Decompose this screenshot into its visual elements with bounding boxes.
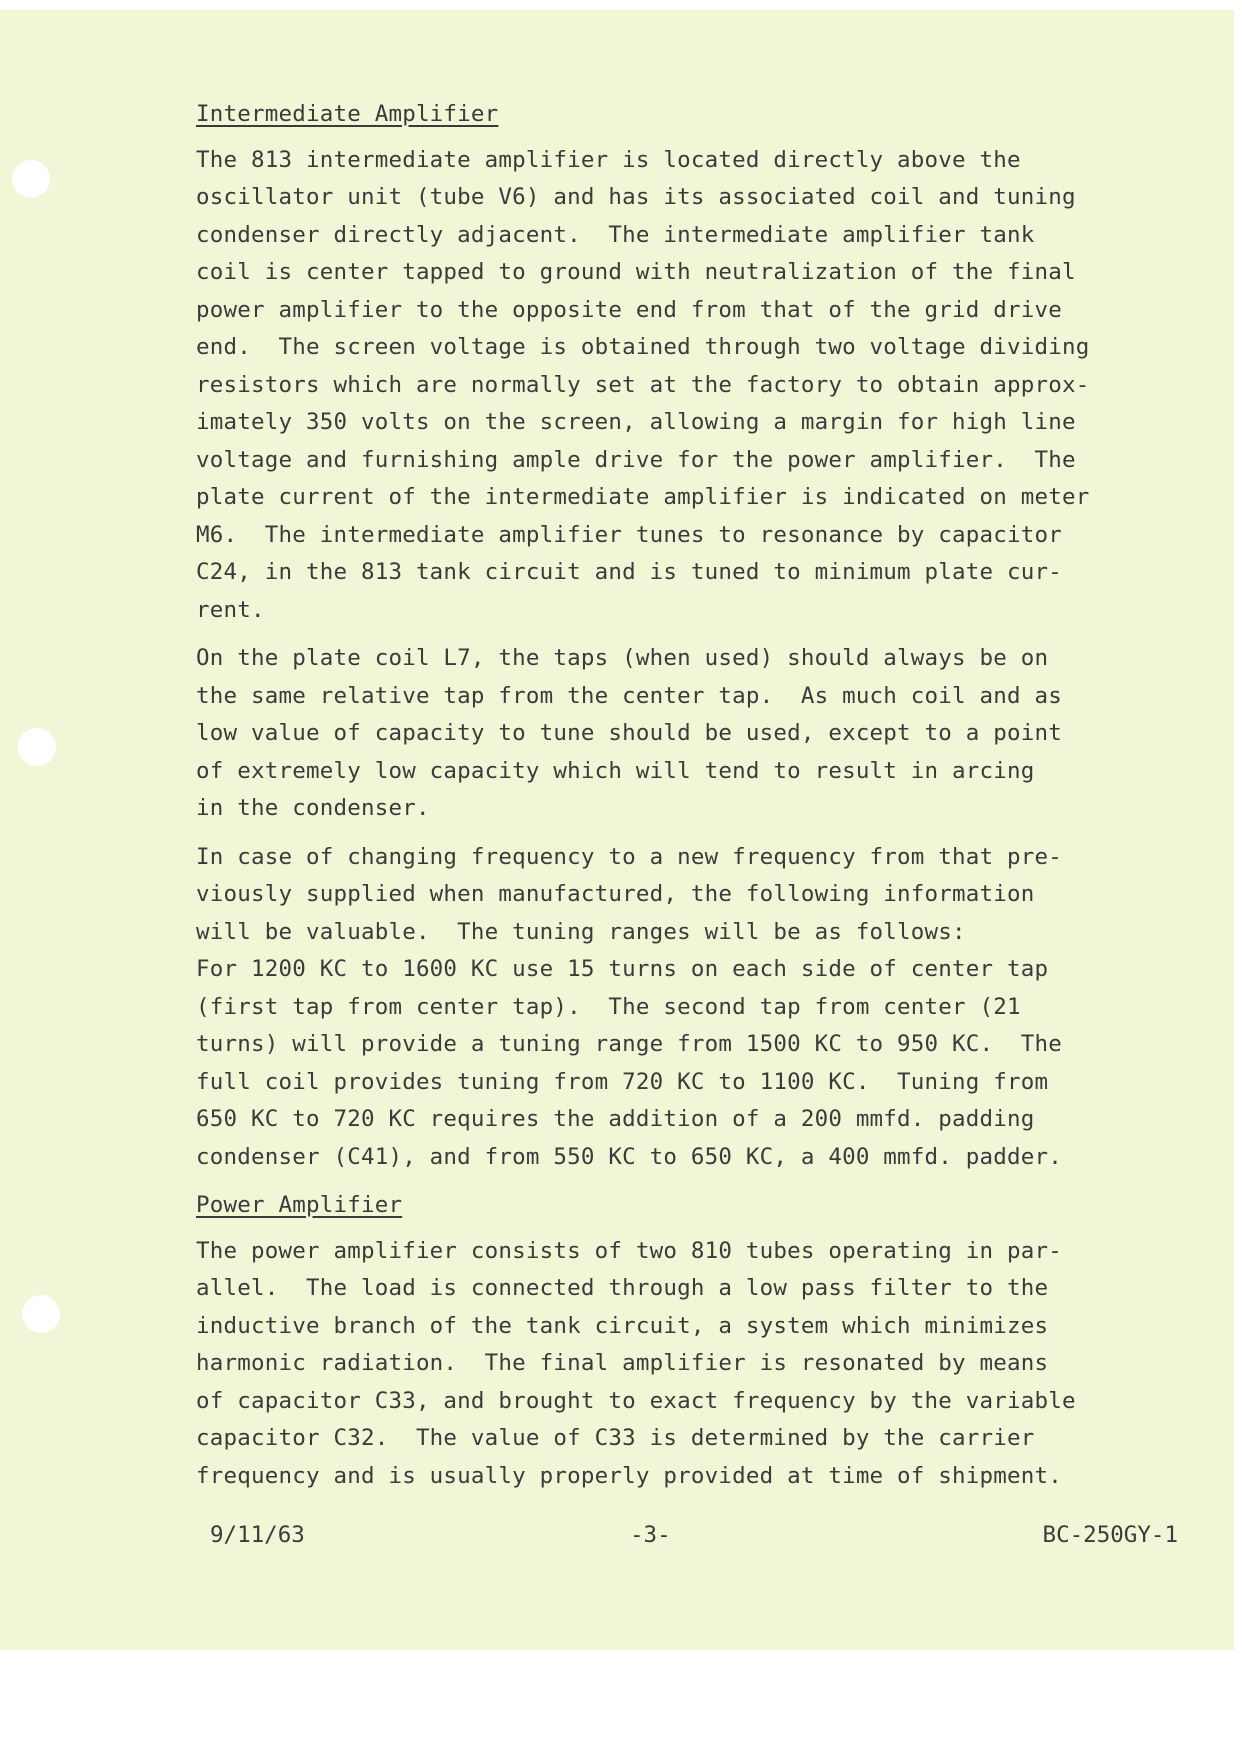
text-line: the same relative tap from the center tap. As much coil and as xyxy=(196,682,1063,709)
text-line: The 813 intermediate amplifier is located directly above the xyxy=(196,146,1021,173)
paragraph xyxy=(196,142,1206,630)
text-line: low value of capacity to tune should be used, except to a point xyxy=(196,720,1063,746)
text-line: of extremely low capacity which will tend to result in arcing xyxy=(196,757,1035,784)
text-line: power amplifier to the opposite end from that of the grid drive xyxy=(196,296,1063,323)
text-line: The power amplifier consists of two 810 tubes operating in par- xyxy=(196,1237,1063,1264)
text-line: full coil provides tuning from 720 KC to 1100 KC. Tuning from xyxy=(196,1068,1049,1095)
punch-hole-top xyxy=(12,160,50,198)
text-line: In case of changing frequency to a new frequency from that pre- xyxy=(196,843,1063,870)
text-line: allel. The load is connected through a low pass filter to the xyxy=(196,1275,1049,1301)
text-line: imately 350 volts on the screen, allowing a margin for high line xyxy=(196,409,1076,435)
text-line: voltage and furnishing ample drive for the power amplifier. The xyxy=(196,446,1076,473)
paragraph xyxy=(196,839,1206,1177)
text-line: plate current of the intermediate amplifier is indicated on meter xyxy=(196,484,1090,510)
text-line: viously supplied when manufactured, the following information xyxy=(196,881,1035,907)
text-line: 650 KC to 720 KC requires the addition of a 200 mmfd. padding xyxy=(196,1106,1035,1132)
text-line: rent. xyxy=(196,596,265,623)
footer-date: 9/11/63 xyxy=(210,1522,305,1548)
text-line: condenser directly adjacent. The intermediate amplifier tank xyxy=(196,221,1035,248)
text-line: will be valuable. The tuning ranges will be as follows: xyxy=(196,918,966,945)
text-line: end. The screen voltage is obtained through two voltage dividing xyxy=(196,334,1090,360)
text-line: condenser (C41), and from 550 KC to 650 KC, a 400 mmfd. padder. xyxy=(196,1143,1063,1170)
text-line: For 1200 KC to 1600 KC use 15 turns on each side of center tap xyxy=(196,956,1049,982)
section-heading: Intermediate Amplifier xyxy=(196,101,499,127)
text-line: turns) will provide a tuning range from 1500 KC to 950 KC. The xyxy=(196,1031,1063,1057)
text-line: in the condenser. xyxy=(196,795,430,821)
punch-hole-bottom xyxy=(22,1295,60,1333)
text-line: resistors which are normally set at the factory to obtain approx- xyxy=(196,371,1090,398)
paragraph xyxy=(196,640,1206,828)
section-heading: Power Amplifier xyxy=(196,1192,403,1218)
text-line: of capacitor C33, and brought to exact frequency by the variable xyxy=(196,1387,1076,1414)
paragraph xyxy=(196,1233,1206,1496)
text-line: M6. The intermediate amplifier tunes to resonance by capacitor xyxy=(196,521,1063,548)
text-line: oscillator unit (tube V6) and has its associated coil and tuning xyxy=(196,184,1076,210)
text-line: (first tap from center tap). The second tap from center (21 xyxy=(196,993,1021,1020)
text-line: harmonic radiation. The final amplifier is resonated by means xyxy=(196,1350,1049,1376)
document-body xyxy=(196,96,1206,1506)
text-line: inductive branch of the tank circuit, a system which minimizes xyxy=(196,1312,1049,1339)
document-number: BC-250GY-1 xyxy=(1042,1522,1178,1548)
text-line: frequency and is usually properly provided at time of shipment. xyxy=(196,1462,1063,1489)
text-line: On the plate coil L7, the taps (when used) should always be on xyxy=(196,645,1049,671)
page-number: -3- xyxy=(630,1522,671,1548)
text-line: C24, in the 813 tank circuit and is tuned to minimum plate cur- xyxy=(196,559,1063,585)
document-page xyxy=(0,10,1234,1650)
text-line: capacitor C32. The value of C33 is determined by the carrier xyxy=(196,1425,1035,1451)
punch-hole-middle xyxy=(18,728,56,766)
text-line: coil is center tapped to ground with neutralization of the final xyxy=(196,259,1076,285)
